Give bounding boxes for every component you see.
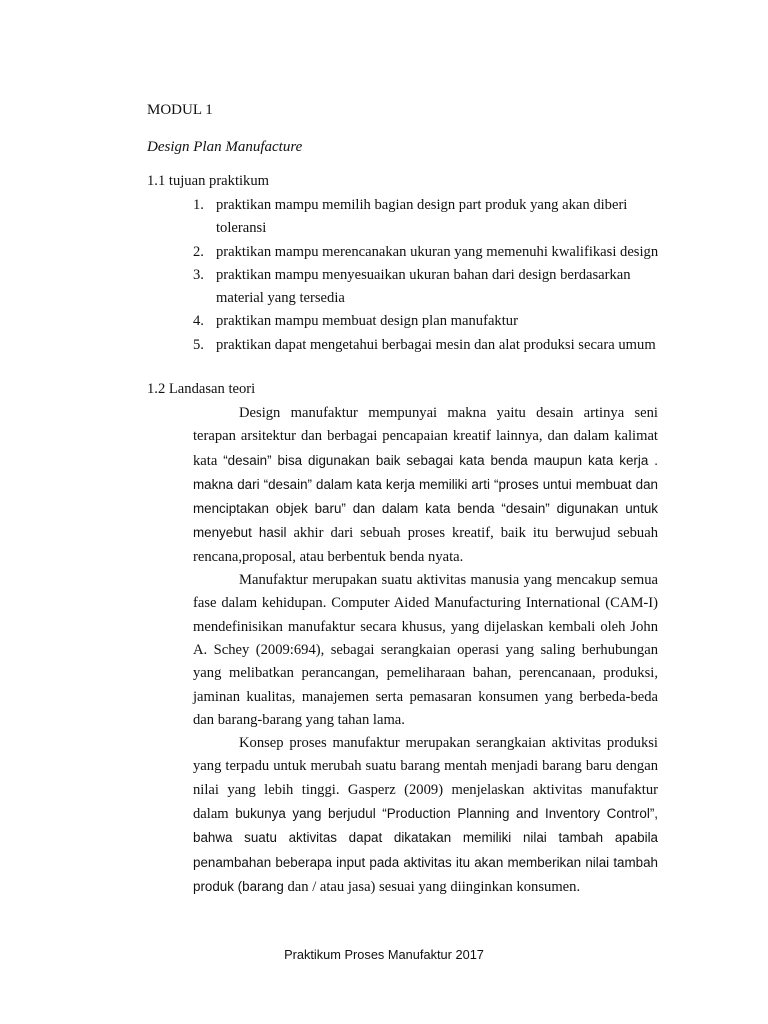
paragraph-manufaktur: Manufaktur merupakan suatu aktivitas manusia yang mencakup semua fase dalam kehidupan. Computer Aided Manufacturing International (CAM-I) mendefinisikan manufaktur secara khusus, yang dijelaskan kembali oleh John A. Schey (2009:694), sebagai serangkaian operasi yang saling berhubungan yang melibatkan perancangan, pemeliharaan bahan, perencanaan, produksi, jaminan kualitas, manajemen serta pemasaran konsumen yang berbeda-beda dan barang-barang yang tahan lama. bbox=[193, 572, 658, 728]
paragraph-text: Konsep proses manufaktur merupakan serangkaian aktivitas produksi yang terpadu untuk merubah suatu barang mentah menjadi barang baru dengan nilai yang lebih tinggi. Gasperz (2009) menjelaskan aktivitas manufaktur dalam bbox=[193, 735, 658, 823]
paragraph-text-sans: “desain” bisa digunakan baik sebagai kata benda maupun kata kerja . makna dari “desain” dalam kata kerja memiliki arti “proses untui membuat dan menciptakan objek baru” dan dalam kata benda “desain” digunakan untuk menyebut hasil bbox=[193, 452, 658, 541]
paragraph-text: akhir dari sebuah proses kreatif, baik itu berwujud sebuah rencana,proposal, atau berbentuk benda nyata. bbox=[193, 525, 658, 565]
objectives-list bbox=[193, 194, 663, 357]
list-item-text: praktikan mampu menyesuaikan ukuran bahan dari design berdasarkan material yang tersedia bbox=[216, 266, 631, 307]
paragraph-text: Design manufaktur mempunyai makna yaitu desain artinya seni terapan arsitektur dan berbagai pencapaian kreatif lainnya, dan dalam kalimat kata bbox=[193, 405, 658, 469]
module-title: MODUL 1 bbox=[147, 102, 213, 118]
list-item-number: 3. bbox=[193, 266, 204, 283]
list-item-text: praktikan mampu membuat design plan manufaktur bbox=[216, 313, 518, 330]
page-footer: Praktikum Proses Manufaktur 2017 bbox=[284, 947, 484, 962]
paragraph-text-sans: bukunya yang berjudul “Production Planning and Inventory Control”, bahwa suatu aktivitas dapat dikatakan memiliki nilai tambah apabila penambahan beberapa input pada aktivitas itu akan memberikan nilai tambah produk (barang bbox=[193, 806, 658, 894]
list-item-text: praktikan dapat mengetahui berbagai mesin dan alat produksi secara umum bbox=[216, 336, 656, 353]
theory-body bbox=[193, 402, 658, 899]
list-item bbox=[193, 334, 663, 357]
list-item bbox=[193, 264, 663, 311]
list-item-number: 4. bbox=[193, 313, 204, 330]
list-item-number: 2. bbox=[193, 243, 204, 260]
paragraph-design bbox=[193, 402, 658, 569]
section-heading-tujuan: 1.1 tujuan praktikum bbox=[147, 173, 270, 189]
module-subtitle: Design Plan Manufacture bbox=[147, 139, 303, 155]
list-item-number: 1. bbox=[193, 197, 204, 213]
list-item bbox=[193, 241, 663, 264]
paragraph-konsep bbox=[193, 732, 658, 899]
paragraph-text: dan / atau jasa) sesuai yang diinginkan konsumen. bbox=[283, 878, 581, 895]
section-heading-landasan: 1.2 Landasan teori bbox=[147, 381, 256, 397]
list-item-text: praktikan mampu merencanakan ukuran yang memenuhi kwalifikasi design bbox=[216, 243, 659, 260]
list-item bbox=[193, 194, 663, 241]
list-item bbox=[193, 310, 663, 333]
list-item-number: 5. bbox=[193, 336, 204, 353]
list-item-text: praktikan mampu memilih bagian design part produk yang akan diberi toleransi bbox=[216, 197, 628, 237]
